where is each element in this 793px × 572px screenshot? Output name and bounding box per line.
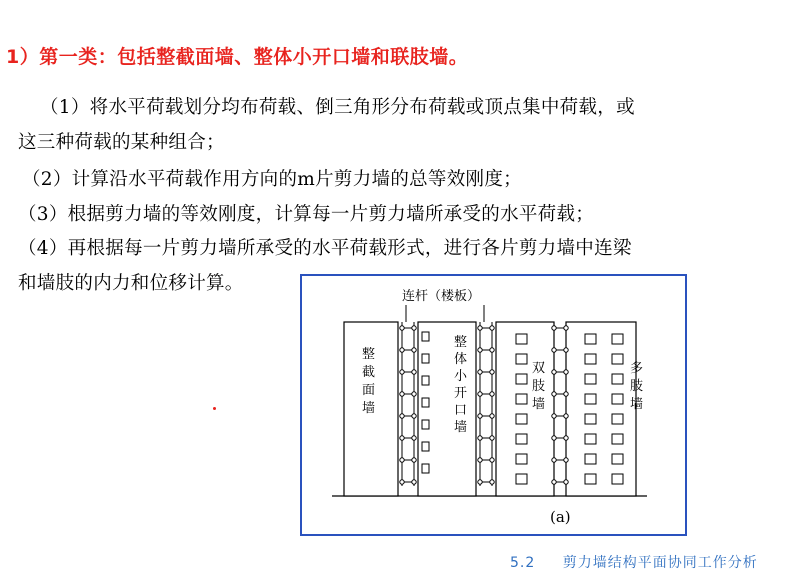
- svg-text:整: 整: [454, 335, 468, 350]
- link-joint: [490, 326, 494, 330]
- link-joint: [490, 392, 494, 396]
- link-joint: [412, 414, 416, 418]
- svg-text:小: 小: [454, 369, 468, 384]
- link-joint: [490, 480, 494, 484]
- wall-opening: [585, 374, 596, 384]
- wall-opening: [422, 376, 429, 385]
- link-joint: [552, 392, 556, 396]
- link-joint: [478, 326, 482, 330]
- section-heading: 1）第一类：包括整截面墙、整体小开口墙和联肢墙。: [6, 46, 469, 68]
- wall-opening: [585, 454, 596, 464]
- double-limb-wall-left: [496, 322, 554, 496]
- svg-text:墙: 墙: [532, 397, 546, 412]
- svg-text:多: 多: [630, 361, 644, 376]
- wall-opening: [422, 464, 429, 473]
- link-joint: [478, 392, 482, 396]
- svg-text:肢: 肢: [532, 379, 546, 394]
- link-joint: [490, 414, 494, 418]
- wall-opening: [612, 354, 623, 364]
- link-joint: [478, 414, 482, 418]
- link-joint: [412, 458, 416, 462]
- svg-text:开: 开: [454, 386, 468, 401]
- link-joint: [412, 480, 416, 484]
- figure-caption: (a): [550, 508, 571, 526]
- wall-opening: [516, 394, 527, 404]
- link-joint: [490, 348, 494, 352]
- paragraph-line-2: 这三种荷载的某种组合；: [18, 132, 225, 153]
- link-joint: [478, 480, 482, 484]
- link-joint: [552, 370, 556, 374]
- link-joint: [564, 326, 568, 330]
- link-joint: [564, 458, 568, 462]
- footer-section-title: 剪力墙结构平面协同工作分析: [562, 555, 758, 571]
- link-joint: [490, 458, 494, 462]
- stray-dot: [213, 407, 216, 410]
- wall-opening: [612, 374, 623, 384]
- link-joint: [478, 436, 482, 440]
- link-joint: [490, 436, 494, 440]
- paragraph-line-5: （4）再根据每一片剪力墙所承受的水平荷载形式，进行各片剪力墙中连梁: [18, 238, 632, 259]
- wall-opening: [422, 332, 429, 341]
- link-joint: [400, 458, 404, 462]
- svg-text:墙: 墙: [362, 401, 376, 416]
- wall-opening: [585, 414, 596, 424]
- link-joint: [552, 458, 556, 462]
- link-joint: [400, 348, 404, 352]
- link-joint: [478, 458, 482, 462]
- wall-opening: [516, 474, 527, 484]
- link-rod-label: 连杆（楼板）: [402, 289, 481, 304]
- svg-text:墙: 墙: [630, 397, 644, 412]
- link-joint: [552, 348, 556, 352]
- link-joint: [564, 392, 568, 396]
- link-joint: [412, 326, 416, 330]
- svg-text:整: 整: [362, 347, 376, 362]
- shear-wall-figure: [300, 274, 687, 536]
- link-joint: [564, 414, 568, 418]
- wall-opening: [612, 434, 623, 444]
- link-joint: [564, 348, 568, 352]
- wall-opening: [516, 414, 527, 424]
- double-limb-wall-right: [566, 322, 636, 496]
- link-joint: [412, 392, 416, 396]
- link-joint: [478, 348, 482, 352]
- link-joint: [400, 436, 404, 440]
- link-joint: [412, 436, 416, 440]
- footer: [510, 552, 758, 572]
- link-joint: [564, 436, 568, 440]
- wall-opening: [585, 394, 596, 404]
- link-joint: [552, 480, 556, 484]
- wall-opening: [422, 398, 429, 407]
- link-joint: [400, 392, 404, 396]
- svg-text:截: 截: [362, 365, 376, 380]
- link-joint: [564, 480, 568, 484]
- paragraph-line-1: （1）将水平荷载划分均布荷载、倒三角形分布荷载或顶点集中荷载，或: [40, 97, 635, 118]
- link-joint: [552, 326, 556, 330]
- link-joint: [552, 436, 556, 440]
- link-joint: [400, 370, 404, 374]
- wall-opening: [516, 354, 527, 364]
- link-joint: [400, 414, 404, 418]
- link-joint: [490, 370, 494, 374]
- wall-opening: [516, 334, 527, 344]
- link-joint: [400, 326, 404, 330]
- svg-text:墙: 墙: [454, 420, 468, 435]
- multi-limb-wall-label: [630, 361, 643, 412]
- footer-section-number: 5.2: [510, 555, 536, 571]
- link-joint: [412, 348, 416, 352]
- svg-text:双: 双: [532, 361, 546, 376]
- wall-opening: [612, 394, 623, 404]
- wall-opening: [422, 420, 429, 429]
- wall-opening: [612, 474, 623, 484]
- link-joint: [400, 480, 404, 484]
- wall-opening: [516, 374, 527, 384]
- wall-opening: [585, 354, 596, 364]
- wall-opening: [612, 414, 623, 424]
- double-limb-wall-label: [532, 361, 545, 412]
- svg-text:面: 面: [362, 383, 376, 398]
- wall-opening: [422, 354, 429, 363]
- svg-text:口: 口: [454, 403, 468, 418]
- wall-opening: [612, 454, 623, 464]
- link-joint: [478, 370, 482, 374]
- paragraph-line-3: （2）计算沿水平荷载作用方向的m片剪力墙的总等效刚度；: [22, 169, 522, 190]
- wall-opening: [516, 454, 527, 464]
- svg-text:肢: 肢: [630, 379, 644, 394]
- paragraph-line-4: （3）根据剪力墙的等效刚度，计算每一片剪力墙所承受的水平荷载；: [18, 204, 595, 225]
- wall-opening: [422, 442, 429, 451]
- link-joint: [564, 370, 568, 374]
- wall-opening: [585, 434, 596, 444]
- wall-opening: [612, 334, 623, 344]
- wall-opening: [585, 474, 596, 484]
- link-joint: [412, 370, 416, 374]
- link-joint: [552, 414, 556, 418]
- wall-opening: [585, 334, 596, 344]
- svg-text:体: 体: [454, 352, 468, 367]
- wall-opening: [516, 434, 527, 444]
- paragraph-line-6: 和墙肢的内力和位移计算。: [18, 273, 244, 294]
